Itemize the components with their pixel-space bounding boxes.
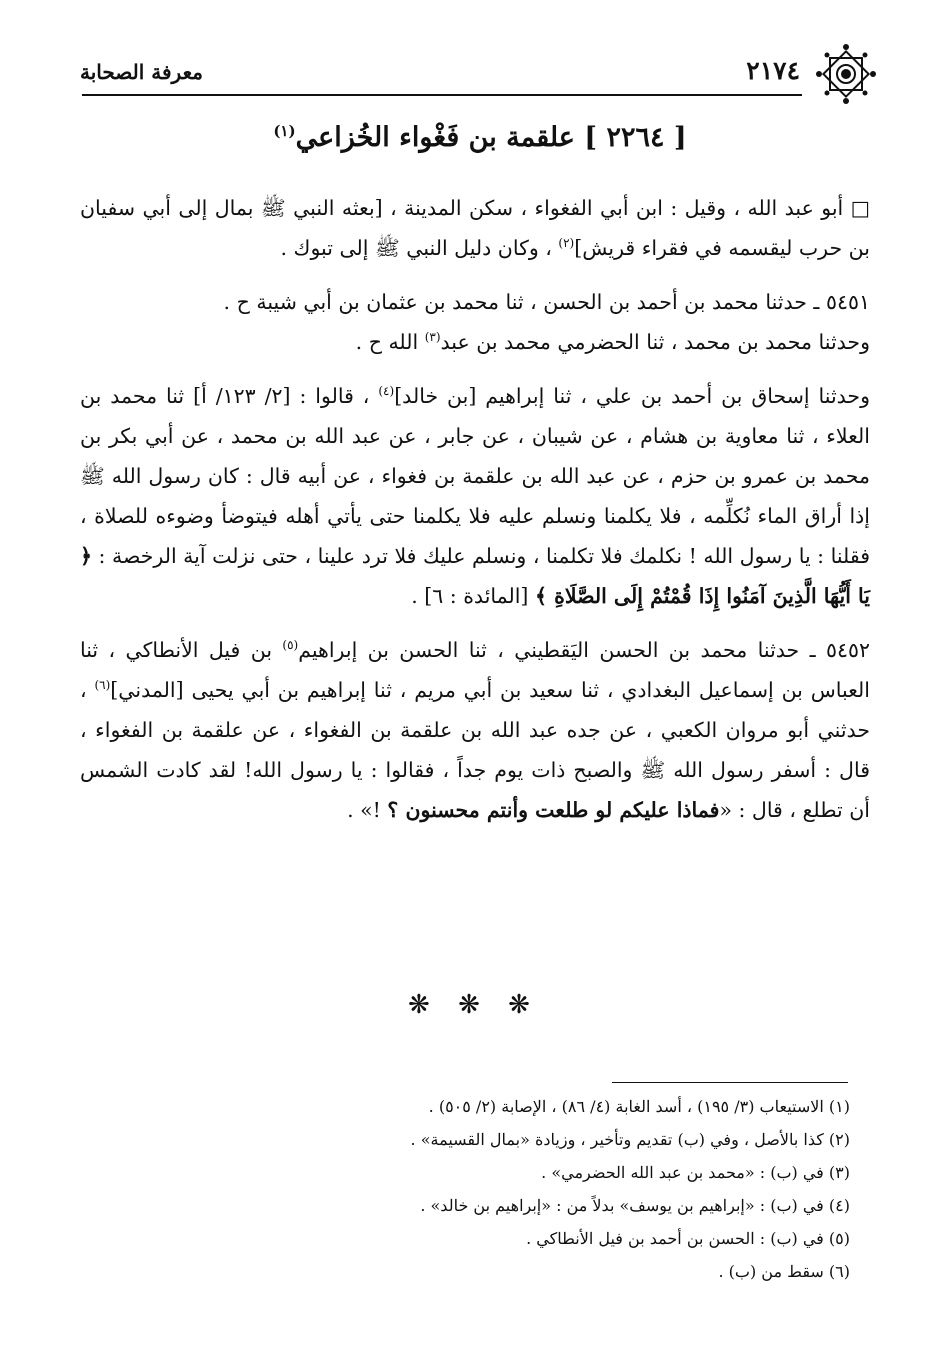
emphasis-text: ﴿ يَا أَيُّهَا الَّذِينَ آمَنُوا إِذَا قُمْتُمْ إِلَى الصَّلَاةِ ﴾	[80, 544, 870, 608]
paragraph-text: وحدثنا محمد بن محمد ، ثنا الحضرمي محمد بن عبد	[440, 330, 870, 354]
footnote-divider	[612, 1082, 848, 1083]
paragraph-text: □ أبو عبد الله ، وقيل : ابن أبي الفغواء ، سكن المدينة ، [بعثه النبي ﷺ بمال إلى أبي سفيان بن حرب ليقسمه في فقراء قريش]	[80, 196, 870, 260]
footnote-item: (٦) سقط من (ب) .	[718, 1262, 850, 1281]
section-separator: ❋ ❋ ❋	[408, 990, 540, 1020]
paragraph-text: الله ح .	[355, 330, 425, 354]
paragraph	[80, 376, 870, 616]
footnote-ref: (٦)	[94, 678, 111, 693]
footnote-item: (٣) في (ب) : «محمد بن عبد الله الحضرمي» .	[541, 1163, 850, 1182]
paragraph-text: بن فيل الأنطاكي ، ثنا العباس بن إسماعيل البغدادي ، ثنا سعيد بن أبي مريم ، ثنا إبراهيم بن أبي يحيى [المدني]	[80, 638, 871, 702]
footnote-item: (٤) في (ب) : «إبراهيم بن يوسف» بدلاً من : «إبراهيم بن خالد» .	[420, 1196, 850, 1215]
footnote-ref: (٥)	[282, 638, 299, 653]
page-number: ٢١٧٤	[746, 56, 800, 85]
paragraph	[80, 282, 870, 322]
star-ornament-icon	[816, 44, 876, 104]
main-text	[80, 188, 870, 844]
footnotes	[80, 1090, 850, 1288]
paragraph-text: ، حدثني أبو مروان الكعبي ، عن جده عبد الله بن علقمة بن الفغواء ، عن علقمة بن الفغواء ، قال : أسفر رسول الله ﷺ والصبح ذات يوم جداً ، فقالوا : يا رسول الله! لقد كادت الشمس أن تطلع ، قال : «	[80, 678, 870, 822]
entry-title: [ ٢٢٦٤ ] علقمة بن فَغْواء الخُزاعي	[295, 122, 687, 153]
footnote-item: (١) الاستيعاب (٣/ ١٩٥) ، أسد الغابة (٤/ ٨٦) ، الإصابة (٢/ ٥٠٥) .	[428, 1097, 850, 1116]
paragraph-text: ، وكان دليل النبي ﷺ إلى تبوك .	[280, 236, 559, 260]
header-divider	[82, 94, 802, 96]
paragraph-text: ٥٤٥٢ ـ حدثنا محمد بن الحسن اليَقطيني ، ثنا الحسن بن إبراهيم	[298, 638, 870, 662]
emphasis-text: فماذا عليكم لو طلعت وأنتم محسنون ؟	[387, 798, 720, 822]
entry-heading	[90, 122, 870, 153]
paragraph-text: !» .	[347, 798, 388, 822]
paragraph	[80, 188, 870, 268]
paragraph-text: وحدثنا إسحاق بن أحمد بن علي ، ثنا إبراهيم [بن خالد]	[394, 384, 870, 408]
paragraph-text: ٥٤٥١ ـ حدثنا محمد بن أحمد بن الحسن ، ثنا محمد بن عثمان بن أبي شيبة ح .	[223, 290, 870, 314]
footnote-ref: (٣)	[424, 330, 441, 345]
paragraph-text: [المائدة : ٦] .	[411, 584, 535, 608]
book-title: معرفة الصحابة	[80, 60, 203, 84]
paragraph-text: ، قالوا : [٢/ ١٢٣/ أ] ثنا محمد بن العلاء ، ثنا معاوية بن هشام ، عن شيبان ، عن جابر ، عن عبد الله بن محمد ، عن أبي بكر بن محمد بن عمرو بن حزم ، عن عبد الله بن علقمة بن فغواء ، عن أبيه قال : كان رسول الله ﷺ إذا أراق الماء نُكلِّمه ، فلا يكلمنا ونسلم عليه فلا يكلمنا حتى يأتي أهله فيتوضأ وضوءه للصلاة ، فقلنا : يا رسول الله ! نكلمك فلا تكلمنا ، ونسلم عليك فلا ترد علينا ، حتى نزلت آية الرخصة :	[80, 384, 870, 568]
running-header	[80, 52, 870, 96]
footnote-item: (٥) في (ب) : الحسن بن أحمد بن فيل الأنطاكي .	[526, 1229, 850, 1248]
footnote-ref: (٢)	[558, 236, 575, 251]
footnote-ref: (١)	[273, 122, 296, 140]
footnote-item: (٢) كذا بالأصل ، وفي (ب) تقديم وتأخير ، وزيادة «بمال القسيمة» .	[410, 1130, 850, 1149]
paragraph	[80, 322, 870, 362]
footnote-ref: (٤)	[378, 384, 395, 399]
paragraph	[80, 630, 870, 830]
